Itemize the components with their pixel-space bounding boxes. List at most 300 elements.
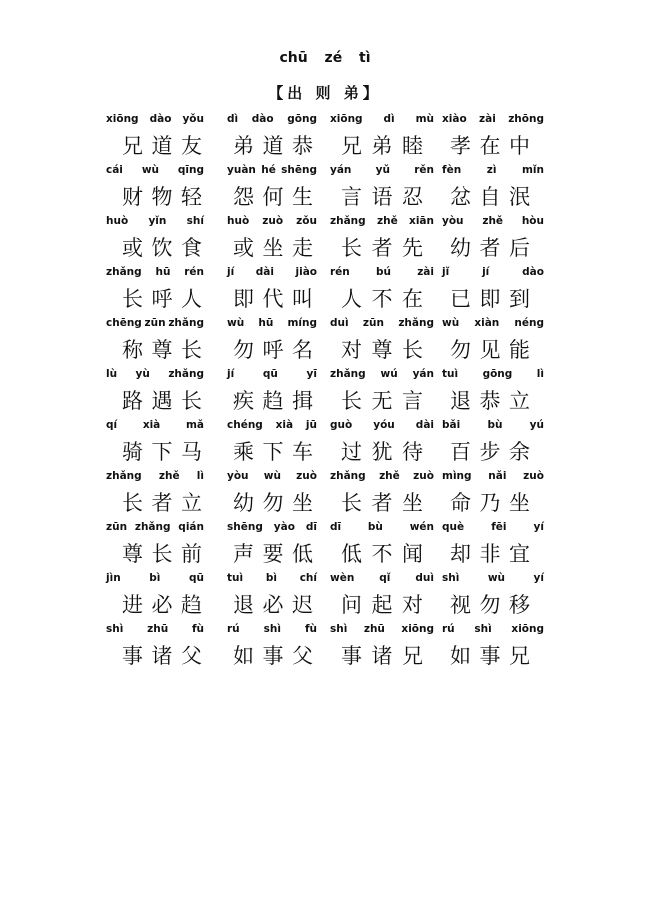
pinyin-syllable: gōng — [287, 113, 317, 125]
hanzi-group — [122, 386, 202, 414]
hanzi-character: 坐 — [292, 491, 313, 515]
pinyin-syllable: zuò — [262, 215, 284, 227]
hanzi-group — [341, 641, 423, 669]
pinyin-syllable: bì — [265, 572, 277, 584]
pinyin-syllable: qí — [106, 419, 118, 431]
pinyin-group — [106, 571, 204, 585]
hanzi-character: 兄 — [122, 134, 143, 158]
hanzi-character: 中 — [509, 134, 530, 158]
pinyin-syllable: zūn — [144, 317, 166, 329]
title-hanzi: 【出 则 弟】 — [268, 84, 382, 102]
hanzi-group — [450, 335, 530, 363]
pinyin-group — [442, 418, 544, 432]
hanzi-character: 者 — [371, 491, 393, 515]
hanzi-character: 即 — [233, 287, 254, 311]
hanzi-group — [341, 284, 423, 312]
hanzi-group — [122, 131, 202, 159]
hanzi-character: 路 — [122, 389, 143, 413]
hanzi-group — [341, 233, 423, 261]
pinyin-syllable: xiōng — [401, 623, 434, 635]
pinyin-syllable: yán — [330, 164, 352, 176]
hanzi-character: 对 — [402, 593, 423, 617]
hanzi-character: 在 — [479, 134, 501, 158]
hanzi-group — [233, 131, 313, 159]
pinyin-syllable: chēng — [106, 317, 142, 329]
hanzi-character: 进 — [122, 593, 143, 617]
hanzi-character: 见 — [479, 338, 501, 362]
verse-row — [0, 214, 650, 265]
pinyin-group — [227, 520, 317, 534]
hanzi-character: 必 — [151, 593, 173, 617]
pinyin-syllable: zhǎng — [330, 215, 366, 227]
hanzi-character: 呼 — [151, 287, 173, 311]
pinyin-group — [442, 571, 544, 585]
hanzi-character: 弟 — [233, 134, 254, 158]
hanzi-character: 立 — [509, 389, 530, 413]
hanzi-character: 命 — [450, 491, 471, 515]
pinyin-syllable: jǐ — [442, 266, 450, 278]
pinyin-syllable: yuàn — [227, 164, 256, 176]
pinyin-group — [330, 163, 434, 177]
pinyin-group — [442, 112, 544, 126]
pinyin-syllable: dài — [255, 266, 274, 278]
hanzi-character: 长 — [122, 287, 143, 311]
hanzi-character: 忍 — [402, 185, 423, 209]
pinyin-syllable: lù — [106, 368, 118, 380]
pinyin-group — [106, 265, 204, 279]
hanzi-character: 财 — [122, 185, 143, 209]
hanzi-group — [450, 284, 530, 312]
hanzi-character: 长 — [341, 389, 362, 413]
pinyin-syllable: xiān — [409, 215, 434, 227]
hanzi-character: 轻 — [181, 185, 202, 209]
hanzi-character: 长 — [122, 491, 143, 515]
pinyin-syllable: jí — [227, 266, 235, 278]
hanzi-group — [450, 182, 530, 210]
hanzi-character: 诸 — [151, 644, 173, 668]
hanzi-group — [450, 233, 530, 261]
pinyin-group — [442, 520, 544, 534]
hanzi-character: 在 — [402, 287, 423, 311]
hanzi-character: 言 — [341, 185, 362, 209]
pinyin-syllable: wù — [487, 572, 506, 584]
hanzi-character: 父 — [292, 644, 313, 668]
hanzi-character: 道 — [262, 134, 284, 158]
pinyin-syllable: yòu — [442, 215, 464, 227]
hanzi-group — [233, 641, 313, 669]
pinyin-syllable: mǐn — [521, 164, 544, 176]
pinyin-syllable: duì — [415, 572, 434, 584]
pinyin-syllable: yú — [529, 419, 544, 431]
hanzi-character: 闻 — [402, 542, 423, 566]
hanzi-character: 事 — [262, 644, 284, 668]
hanzi-character: 者 — [151, 491, 173, 515]
pinyin-syllable: yī — [306, 368, 317, 380]
pinyin-syllable: mǎ — [185, 419, 204, 431]
pinyin-syllable: wù — [263, 470, 281, 482]
pinyin-syllable: hé — [261, 164, 276, 176]
pinyin-group — [227, 214, 317, 228]
hanzi-character: 声 — [233, 542, 254, 566]
pinyin-syllable: qǐ — [379, 572, 391, 584]
pinyin-syllable: hū — [155, 266, 171, 278]
hanzi-group — [450, 539, 530, 567]
verse-row — [0, 265, 650, 316]
hanzi-character: 长 — [181, 389, 202, 413]
pinyin-group — [227, 571, 317, 585]
hanzi-character: 事 — [479, 644, 501, 668]
pinyin-syllable: zhǎng — [106, 266, 142, 278]
hanzi-character: 尊 — [151, 338, 173, 362]
pinyin-syllable: què — [442, 521, 465, 533]
pinyin-syllable: mìng — [442, 470, 472, 482]
pinyin-group — [227, 265, 317, 279]
hanzi-character: 步 — [479, 440, 501, 464]
hanzi-character: 不 — [371, 542, 393, 566]
verse-row — [0, 622, 650, 673]
pinyin-group — [106, 520, 204, 534]
pinyin-syllable: dì — [383, 113, 395, 125]
hanzi-group — [233, 539, 313, 567]
pinyin-syllable: zhǎng — [134, 521, 171, 533]
hanzi-character: 百 — [450, 440, 471, 464]
hanzi-character: 尊 — [371, 338, 393, 362]
pinyin-syllable: jí — [482, 266, 490, 278]
hanzi-group — [450, 488, 530, 516]
pinyin-syllable: hòu — [521, 215, 544, 227]
pinyin-syllable: dào — [522, 266, 544, 278]
pinyin-syllable: chí — [299, 572, 317, 584]
hanzi-group — [341, 335, 423, 363]
pinyin-syllable: shì — [442, 572, 460, 584]
hanzi-character: 弟 — [371, 134, 393, 158]
pinyin-syllable: yán — [412, 368, 434, 380]
pinyin-syllable: yí — [533, 572, 544, 584]
pinyin-syllable: dì — [227, 113, 239, 125]
hanzi-character: 前 — [181, 542, 202, 566]
hanzi-character: 先 — [402, 236, 423, 260]
pinyin-group — [442, 367, 544, 381]
hanzi-group — [341, 488, 423, 516]
pinyin-syllable: wù — [442, 317, 460, 329]
pinyin-syllable: yù — [135, 368, 150, 380]
pinyin-syllable: xiàn — [474, 317, 500, 329]
hanzi-group — [233, 233, 313, 261]
pinyin-syllable: shí — [186, 215, 204, 227]
hanzi-character: 忿 — [450, 185, 471, 209]
hanzi-group — [341, 182, 423, 210]
hanzi-character: 勿 — [479, 593, 501, 617]
hanzi-character: 人 — [341, 287, 362, 311]
hanzi-group — [341, 590, 423, 618]
hanzi-character: 无 — [371, 389, 393, 413]
hanzi-character: 何 — [262, 185, 284, 209]
hanzi-character: 非 — [479, 542, 501, 566]
hanzi-group — [233, 182, 313, 210]
pinyin-syllable: zhǎng — [330, 368, 366, 380]
hanzi-group — [233, 386, 313, 414]
pinyin-syllable: bù — [487, 419, 503, 431]
hanzi-character: 称 — [122, 338, 143, 362]
pinyin-syllable: yǒu — [182, 113, 204, 125]
pinyin-syllable: xiōng — [106, 113, 139, 125]
hanzi-character: 者 — [479, 236, 501, 260]
pinyin-syllable: mù — [415, 113, 434, 125]
pinyin-syllable: hū — [258, 317, 274, 329]
hanzi-character: 兄 — [341, 134, 362, 158]
hanzi-character: 骑 — [122, 440, 143, 464]
pinyin-syllable: tuì — [442, 368, 459, 380]
hanzi-character: 对 — [341, 338, 362, 362]
pinyin-syllable: zhǎng — [398, 317, 434, 329]
pinyin-syllable: míng — [287, 317, 317, 329]
verse-row — [0, 418, 650, 469]
pinyin-group — [330, 214, 434, 228]
pinyin-syllable: zhū — [147, 623, 169, 635]
hanzi-character: 犹 — [371, 440, 393, 464]
pinyin-syllable: zuò — [523, 470, 544, 482]
hanzi-group — [233, 335, 313, 363]
pinyin-syllable: fēi — [491, 521, 507, 533]
pinyin-syllable: zhǎng — [168, 368, 204, 380]
pinyin-syllable: qū — [262, 368, 278, 380]
pinyin-syllable: lì — [196, 470, 204, 482]
pinyin-group — [106, 469, 204, 483]
pinyin-syllable: shēng — [281, 164, 317, 176]
hanzi-character: 语 — [371, 185, 393, 209]
hanzi-character: 揖 — [292, 389, 313, 413]
hanzi-character: 车 — [292, 440, 313, 464]
hanzi-character: 幼 — [450, 236, 471, 260]
pinyin-group — [330, 571, 434, 585]
hanzi-character: 坐 — [402, 491, 423, 515]
pinyin-group — [106, 622, 204, 636]
pinyin-syllable: xiào — [442, 113, 467, 125]
pinyin-syllable: zhě — [377, 215, 398, 227]
hanzi-character: 疾 — [233, 389, 254, 413]
hanzi-character: 能 — [509, 338, 530, 362]
hanzi-group — [233, 590, 313, 618]
pinyin-syllable: wèn — [330, 572, 355, 584]
hanzi-character: 食 — [181, 236, 202, 260]
hanzi-character: 生 — [292, 185, 313, 209]
hanzi-character: 诸 — [371, 644, 393, 668]
pinyin-syllable: zài — [479, 113, 496, 125]
hanzi-character: 友 — [181, 134, 202, 158]
pinyin-syllable: rén — [330, 266, 350, 278]
hanzi-character: 恭 — [479, 389, 501, 413]
pinyin-syllable: wù — [141, 164, 159, 176]
hanzi-character: 长 — [151, 542, 173, 566]
verse-row — [0, 520, 650, 571]
hanzi-character: 兄 — [509, 644, 530, 668]
hanzi-character: 长 — [341, 491, 362, 515]
pinyin-syllable: jū — [305, 419, 317, 431]
pinyin-syllable: huò — [106, 215, 129, 227]
pinyin-group — [106, 163, 204, 177]
pinyin-syllable: yí — [533, 521, 544, 533]
hanzi-character: 怨 — [233, 185, 254, 209]
pinyin-syllable: zūn — [362, 317, 384, 329]
hanzi-group — [122, 488, 202, 516]
hanzi-group — [122, 539, 202, 567]
hanzi-character: 自 — [479, 185, 501, 209]
pinyin-syllable: shì — [330, 623, 348, 635]
verse-row — [0, 112, 650, 163]
pinyin-syllable: zhǎng — [106, 470, 142, 482]
pinyin-group — [227, 112, 317, 126]
hanzi-character: 待 — [402, 440, 423, 464]
pinyin-group — [227, 163, 317, 177]
hanzi-character: 泯 — [509, 185, 530, 209]
hanzi-character: 父 — [181, 644, 202, 668]
pinyin-syllable: yào — [273, 521, 295, 533]
hanzi-group — [450, 590, 530, 618]
hanzi-character: 坐 — [262, 236, 284, 260]
pinyin-syllable: xiōng — [511, 623, 544, 635]
pinyin-syllable: rěn — [414, 164, 434, 176]
pinyin-syllable: shēng — [227, 521, 263, 533]
pinyin-syllable: zuò — [413, 470, 434, 482]
hanzi-character: 退 — [450, 389, 471, 413]
hanzi-group — [450, 641, 530, 669]
pinyin-syllable: wén — [409, 521, 434, 533]
hanzi-group — [122, 437, 202, 465]
hanzi-character: 问 — [341, 593, 362, 617]
pinyin-group — [442, 316, 544, 330]
pinyin-syllable: yòu — [227, 470, 249, 482]
pinyin-group — [330, 418, 434, 432]
pinyin-group — [106, 316, 204, 330]
pinyin-group — [227, 418, 317, 432]
hanzi-group — [122, 335, 202, 363]
pinyin-group — [106, 367, 204, 381]
pinyin-group — [330, 316, 434, 330]
pinyin-syllable: yǔ — [375, 164, 390, 176]
hanzi-character: 事 — [341, 644, 362, 668]
pinyin-group — [442, 265, 544, 279]
pinyin-group — [330, 367, 434, 381]
hanzi-group — [233, 437, 313, 465]
pinyin-group — [330, 112, 434, 126]
pinyin-syllable: wú — [380, 368, 398, 380]
hanzi-character: 如 — [450, 644, 471, 668]
pinyin-syllable: xià — [275, 419, 294, 431]
pinyin-group — [330, 520, 434, 534]
pinyin-syllable: zài — [417, 266, 434, 278]
pinyin-syllable: duì — [330, 317, 349, 329]
pinyin-group — [106, 112, 204, 126]
pinyin-group — [442, 163, 544, 177]
hanzi-character: 长 — [181, 338, 202, 362]
pinyin-syllable: shì — [106, 623, 124, 635]
hanzi-character: 长 — [341, 236, 362, 260]
pinyin-syllable: zhǎng — [330, 470, 366, 482]
hanzi-character: 如 — [233, 644, 254, 668]
pinyin-syllable: néng — [514, 317, 544, 329]
hanzi-character: 视 — [450, 593, 471, 617]
hanzi-group — [122, 233, 202, 261]
hanzi-group — [122, 590, 202, 618]
pinyin-group — [442, 622, 544, 636]
hanzi-group — [341, 539, 423, 567]
pinyin-syllable: zhě — [482, 215, 504, 227]
hanzi-character: 者 — [371, 236, 393, 260]
hanzi-character: 言 — [402, 389, 423, 413]
hanzi-character: 低 — [341, 542, 362, 566]
hanzi-character: 坐 — [509, 491, 530, 515]
pinyin-syllable: jiào — [295, 266, 317, 278]
pinyin-syllable: fù — [191, 623, 204, 635]
hanzi-group — [341, 131, 423, 159]
hanzi-character: 勿 — [262, 491, 284, 515]
pinyin-syllable: bú — [375, 266, 391, 278]
hanzi-character: 尊 — [122, 542, 143, 566]
pinyin-syllable: dī — [305, 521, 317, 533]
hanzi-character: 长 — [402, 338, 423, 362]
pinyin-syllable: qián — [178, 521, 204, 533]
pinyin-syllable: dài — [415, 419, 434, 431]
pinyin-syllable: dī — [330, 521, 342, 533]
hanzi-character: 后 — [509, 236, 530, 260]
pinyin-syllable: lì — [536, 368, 544, 380]
hanzi-character: 遇 — [151, 389, 173, 413]
pinyin-syllable: bǎi — [442, 419, 461, 431]
hanzi-group — [450, 437, 530, 465]
hanzi-character: 迟 — [292, 593, 313, 617]
hanzi-character: 幼 — [233, 491, 254, 515]
hanzi-character: 或 — [233, 236, 254, 260]
pinyin-syllable: rén — [184, 266, 204, 278]
hanzi-character: 已 — [450, 287, 471, 311]
pinyin-syllable: xiōng — [330, 113, 363, 125]
pinyin-syllable: xià — [142, 419, 161, 431]
pinyin-syllable: bù — [367, 521, 383, 533]
hanzi-character: 道 — [151, 134, 173, 158]
pinyin-syllable: cái — [106, 164, 123, 176]
pinyin-syllable: yǐn — [148, 215, 167, 227]
hanzi-character: 下 — [151, 440, 173, 464]
hanzi-group — [122, 641, 202, 669]
pinyin-syllable: rú — [227, 623, 240, 635]
hanzi-character: 低 — [292, 542, 313, 566]
hanzi-character: 物 — [151, 185, 173, 209]
hanzi-character: 叫 — [292, 287, 313, 311]
hanzi-character: 饮 — [151, 236, 173, 260]
pinyin-syllable: qīng — [177, 164, 204, 176]
pinyin-syllable: shì — [474, 623, 492, 635]
hanzi-character: 乃 — [479, 491, 501, 515]
pinyin-syllable: yóu — [373, 419, 395, 431]
hanzi-character: 宜 — [509, 542, 530, 566]
hanzi-character: 或 — [122, 236, 143, 260]
hanzi-character: 即 — [479, 287, 501, 311]
hanzi-character: 要 — [262, 542, 284, 566]
hanzi-character: 名 — [292, 338, 313, 362]
pinyin-group — [227, 469, 317, 483]
pinyin-group — [442, 469, 544, 483]
pinyin-syllable: zhū — [363, 623, 385, 635]
pinyin-syllable: shì — [263, 623, 281, 635]
verse-row — [0, 469, 650, 520]
pinyin-syllable: zì — [486, 164, 497, 176]
hanzi-character: 必 — [262, 593, 284, 617]
verse-row — [0, 163, 650, 214]
hanzi-character: 余 — [509, 440, 530, 464]
hanzi-group — [450, 131, 530, 159]
pinyin-syllable: zhě — [379, 470, 400, 482]
hanzi-character: 起 — [371, 593, 393, 617]
